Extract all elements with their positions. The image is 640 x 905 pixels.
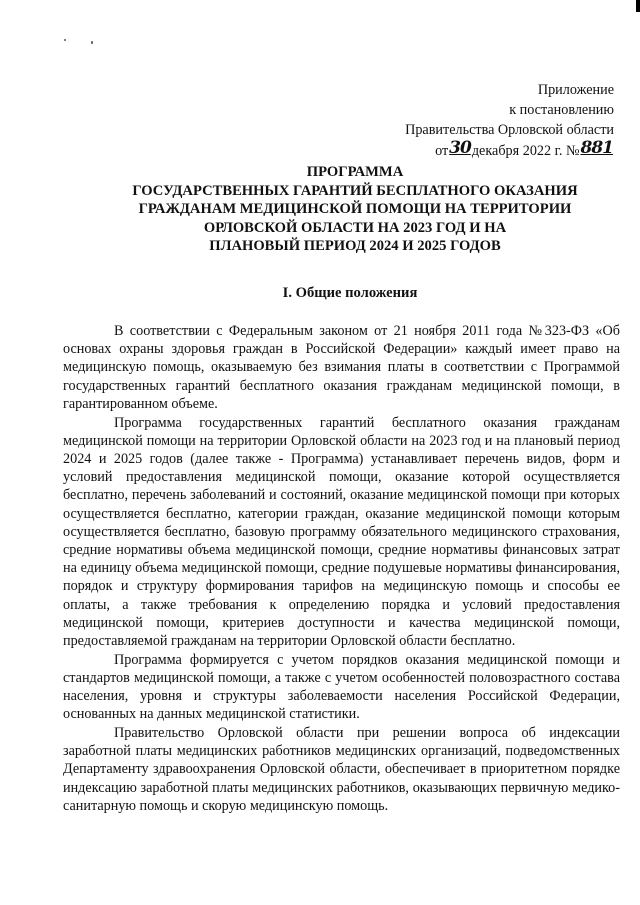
body-text: [63, 322, 620, 815]
appendix-government: Правительства Орловской области: [405, 122, 614, 138]
appendix-resolution-ref: к постановлению: [509, 102, 614, 118]
paragraph: Программа государственных гарантий бесплатного оказания гражданам медицинской помощи на территории Орловской области на 2023 год и на плановый период 2024 и 2025 годов (далее также - Программа) устанавливает перечень видов, форм и условий предоставления медицинской помощи, оказание которой осуществляется бесплатно, перечень заболеваний и состояний, оказание медицинской помощи при которых осуществляется бесплатно, категории граждан, оказание медицинской помощи которым осуществляется бесплатно, базовую программу обязательного медицинского страхования, средние нормативы объема медицинской помощи, средние нормативы финансовых затрат на единицу объема медицинской помощи, средние подушевые нормативы финансирования, порядок и структуру формирования тарифов на медицинскую помощь и способы ее оплаты, а также требования к определению порядка и условий предоставления медицинской помощи, критериев доступности и качества медицинской помощи, предоставляемой гражданам на территории Орловской области бесплатно.: [63, 414, 620, 649]
date-prefix: от: [435, 143, 449, 159]
paragraph: Правительство Орловской области при решении вопроса об индексации заработной платы медицинских работников медицинских организаций, подведомственных Департаменту здравоохранения Орловской области, обеспечивает в приоритетном порядке индексацию заработной платы медицинских работников, оказывающих первичную медико-санитарную помощь и скорую медицинскую помощь.: [63, 724, 620, 814]
title-line: ОРЛОВСКОЙ ОБЛАСТИ НА 2023 ГОД И НА: [203, 219, 507, 236]
section-heading: I. Общие положения: [282, 285, 418, 301]
appendix-block: [405, 80, 614, 161]
title-line: ГРАЖДАНАМ МЕДИЦИНСКОЙ ПОМОЩИ НА ТЕРРИТОРИИ: [138, 201, 572, 218]
scan-speck: [91, 41, 93, 44]
title-line: ПРОГРАММА: [306, 164, 404, 180]
program-title: [90, 163, 620, 256]
appendix-date-line: [405, 140, 614, 161]
title-line: ГОСУДАРСТВЕННЫХ ГАРАНТИЙ БЕСПЛАТНОГО ОКАЗАНИЯ: [132, 182, 578, 199]
scan-speck: [64, 39, 66, 41]
appendix-label: Приложение: [537, 82, 614, 98]
handwritten-number: 881: [580, 138, 613, 158]
handwritten-day: 30: [449, 138, 471, 158]
paragraph: Программа формируется с учетом порядков оказания медицинской помощи и стандартов медицинской помощи, а также с учетом особенностей половозрастного состава населения, уровня и структуры заболеваемости населения Российской Федерации, основанных на данных медицинской статистики.: [63, 651, 620, 723]
date-text: декабря 2022 г. №: [471, 143, 580, 159]
scan-corner-mark: [636, 0, 640, 12]
paragraph: В соответствии с Федеральным законом от 21 ноября 2011 года №323-ФЗ «Об основах охраны здоровья граждан в Российской Федерации» каждый имеет право на медицинскую помощь, оказываемую без взимания платы в соответствии с Программой государственных гарантий бесплатного оказания гражданам медицинской помощи, в гарантированном объеме.: [63, 323, 620, 412]
title-line: ПЛАНОВЫЙ ПЕРИОД 2024 И 2025 ГОДОВ: [209, 238, 501, 255]
